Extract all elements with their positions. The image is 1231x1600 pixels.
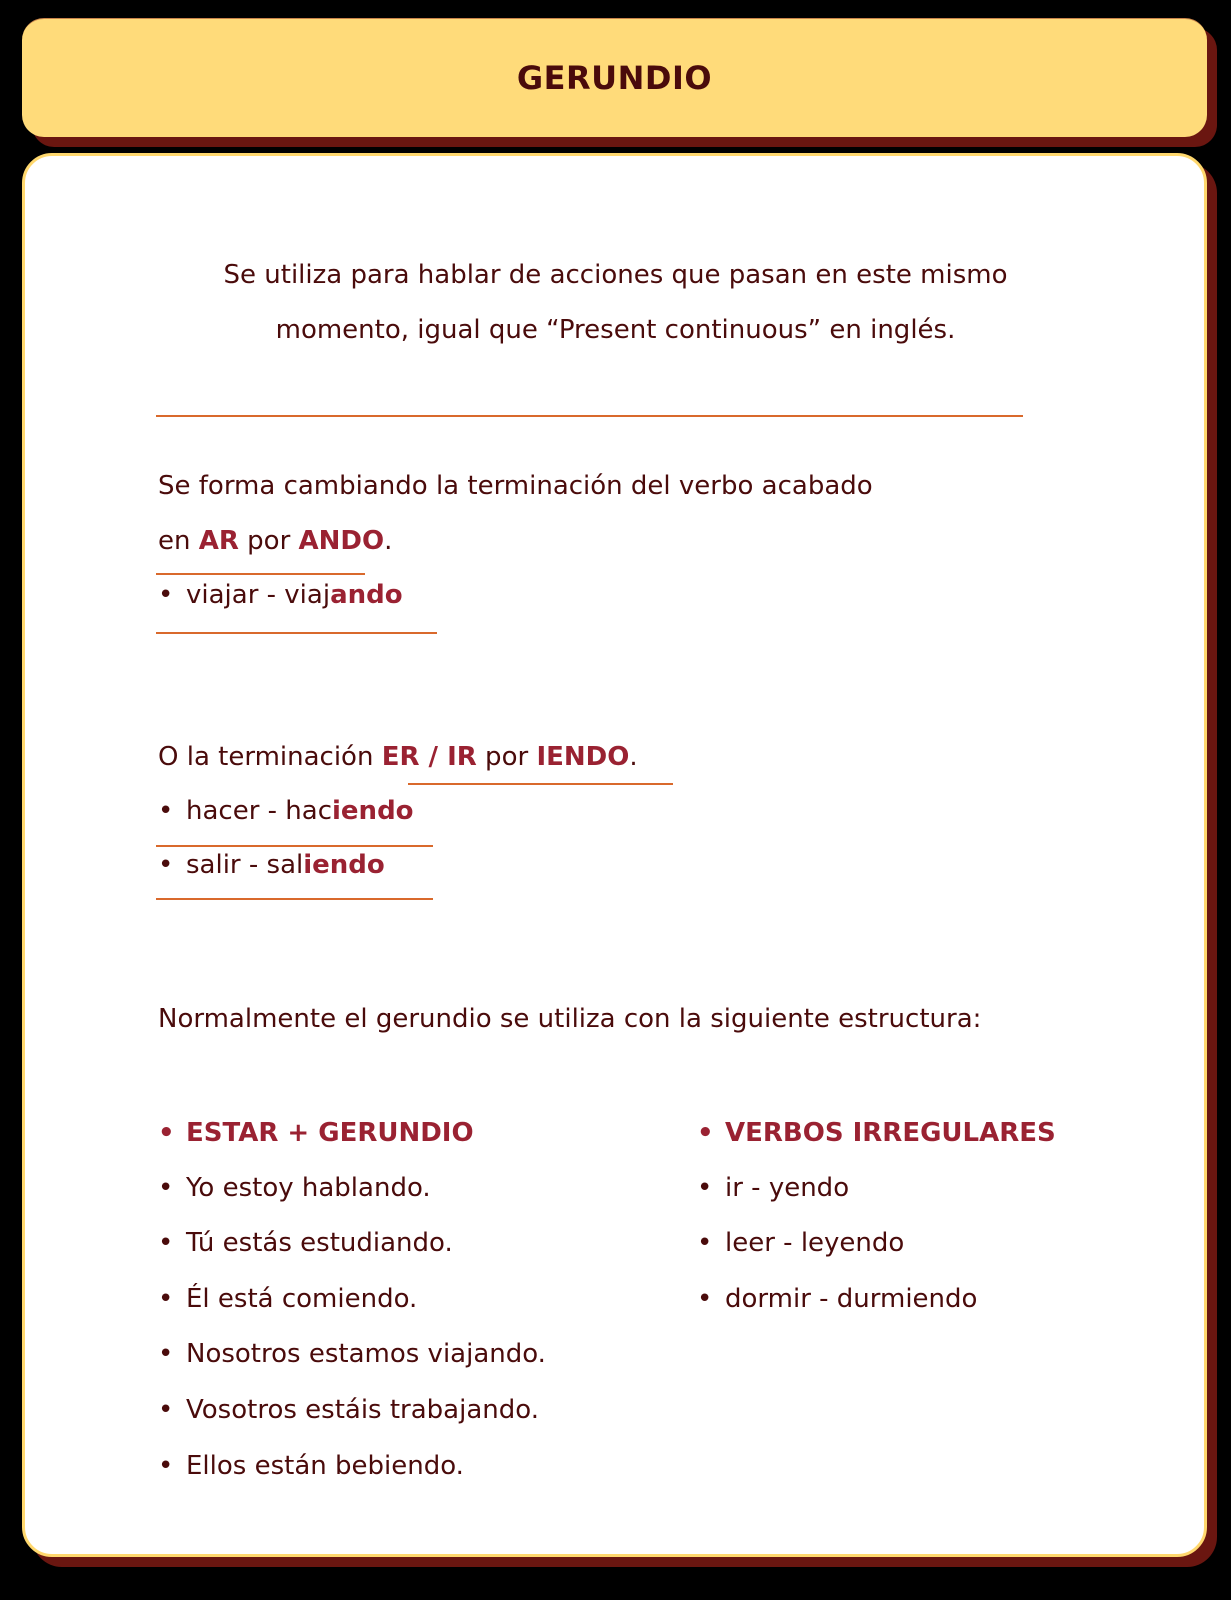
item-text: Yo estoy hablando.: [186, 1173, 431, 1203]
bullet-icon: •: [697, 1118, 714, 1148]
bullet-icon: •: [158, 1173, 174, 1203]
example-ending: iendo: [303, 850, 385, 880]
bullet-icon: •: [697, 1173, 713, 1203]
list-heading-estar: [158, 1116, 474, 1150]
section-divider: [156, 415, 1023, 417]
bullet-icon: •: [158, 796, 174, 826]
item-text: dormir - durmiendo: [725, 1284, 978, 1314]
item-text: Él está comiendo.: [186, 1284, 418, 1314]
underline: [156, 573, 365, 575]
ir-example-2: [158, 848, 385, 882]
example-base: viajar - viaj: [186, 580, 331, 610]
text: .: [629, 742, 638, 772]
example-base: hacer - hac: [186, 796, 333, 826]
item-text: Nosotros estamos viajando.: [186, 1339, 546, 1369]
example-ending: iendo: [332, 796, 414, 826]
underline: [156, 632, 437, 634]
text: O la terminación: [158, 742, 382, 772]
list-item: [697, 1171, 849, 1205]
list-item: [158, 1393, 539, 1427]
ar-rule-line-2: [158, 524, 392, 558]
er-example-1: [158, 794, 414, 828]
heading-text: ESTAR + GERUNDIO: [186, 1118, 474, 1148]
bullet-icon: •: [158, 580, 174, 610]
bullet-icon: •: [158, 1339, 174, 1369]
item-text: Vosotros estáis trabajando.: [186, 1395, 539, 1425]
item-text: Tú estás estudiando.: [186, 1228, 453, 1258]
ending-ando: ANDO: [298, 526, 385, 556]
structure-intro: Normalmente el gerundio se utiliza con la siguiente estructura:: [158, 1004, 982, 1034]
bullet-icon: •: [158, 1284, 174, 1314]
item-text: leer - leyendo: [725, 1228, 905, 1258]
list-item: [158, 1449, 464, 1483]
list-item: [697, 1226, 904, 1260]
list-item: [158, 1226, 453, 1260]
list-item: [697, 1282, 977, 1316]
item-text: Ellos están bebiendo.: [186, 1451, 464, 1481]
bullet-icon: •: [158, 1228, 174, 1258]
text: por: [238, 526, 299, 556]
text: en: [158, 526, 199, 556]
example-base: salir - sal: [186, 850, 304, 880]
underline: [408, 783, 673, 785]
ending-ar: AR: [198, 526, 239, 556]
bullet-icon: •: [158, 1118, 175, 1148]
text: por: [476, 742, 537, 772]
heading-text: VERBOS IRREGULARES: [725, 1118, 1056, 1148]
list-item: [158, 1337, 546, 1371]
intro-line-2: momento, igual que “Present continuous” en inglés.: [275, 315, 956, 345]
bullet-icon: •: [158, 1395, 174, 1425]
item-text: ir - yendo: [725, 1173, 850, 1203]
list-item: [158, 1282, 417, 1316]
bullet-icon: •: [697, 1228, 713, 1258]
example-ending: ando: [330, 580, 403, 610]
list-item: [158, 1171, 431, 1205]
text: .: [384, 526, 393, 556]
ar-example: [158, 578, 403, 612]
underline: [156, 898, 433, 900]
ending-er-ir: ER / IR: [381, 742, 477, 772]
ending-iendo: IENDO: [536, 742, 630, 772]
er-ir-rule: [158, 740, 638, 774]
bullet-icon: •: [158, 1451, 174, 1481]
intro-line-1: Se utiliza para hablar de acciones que pasan en este mismo: [223, 260, 1008, 290]
list-heading-irregulares: [697, 1116, 1056, 1150]
content-card: [22, 153, 1207, 1557]
ar-rule-line-1: Se forma cambiando la terminación del verbo acabado: [158, 471, 873, 501]
underline: [156, 845, 433, 847]
bullet-icon: •: [697, 1284, 713, 1314]
page-title: GERUNDIO: [516, 59, 713, 97]
title-banner: [22, 18, 1207, 137]
bullet-icon: •: [158, 850, 174, 880]
